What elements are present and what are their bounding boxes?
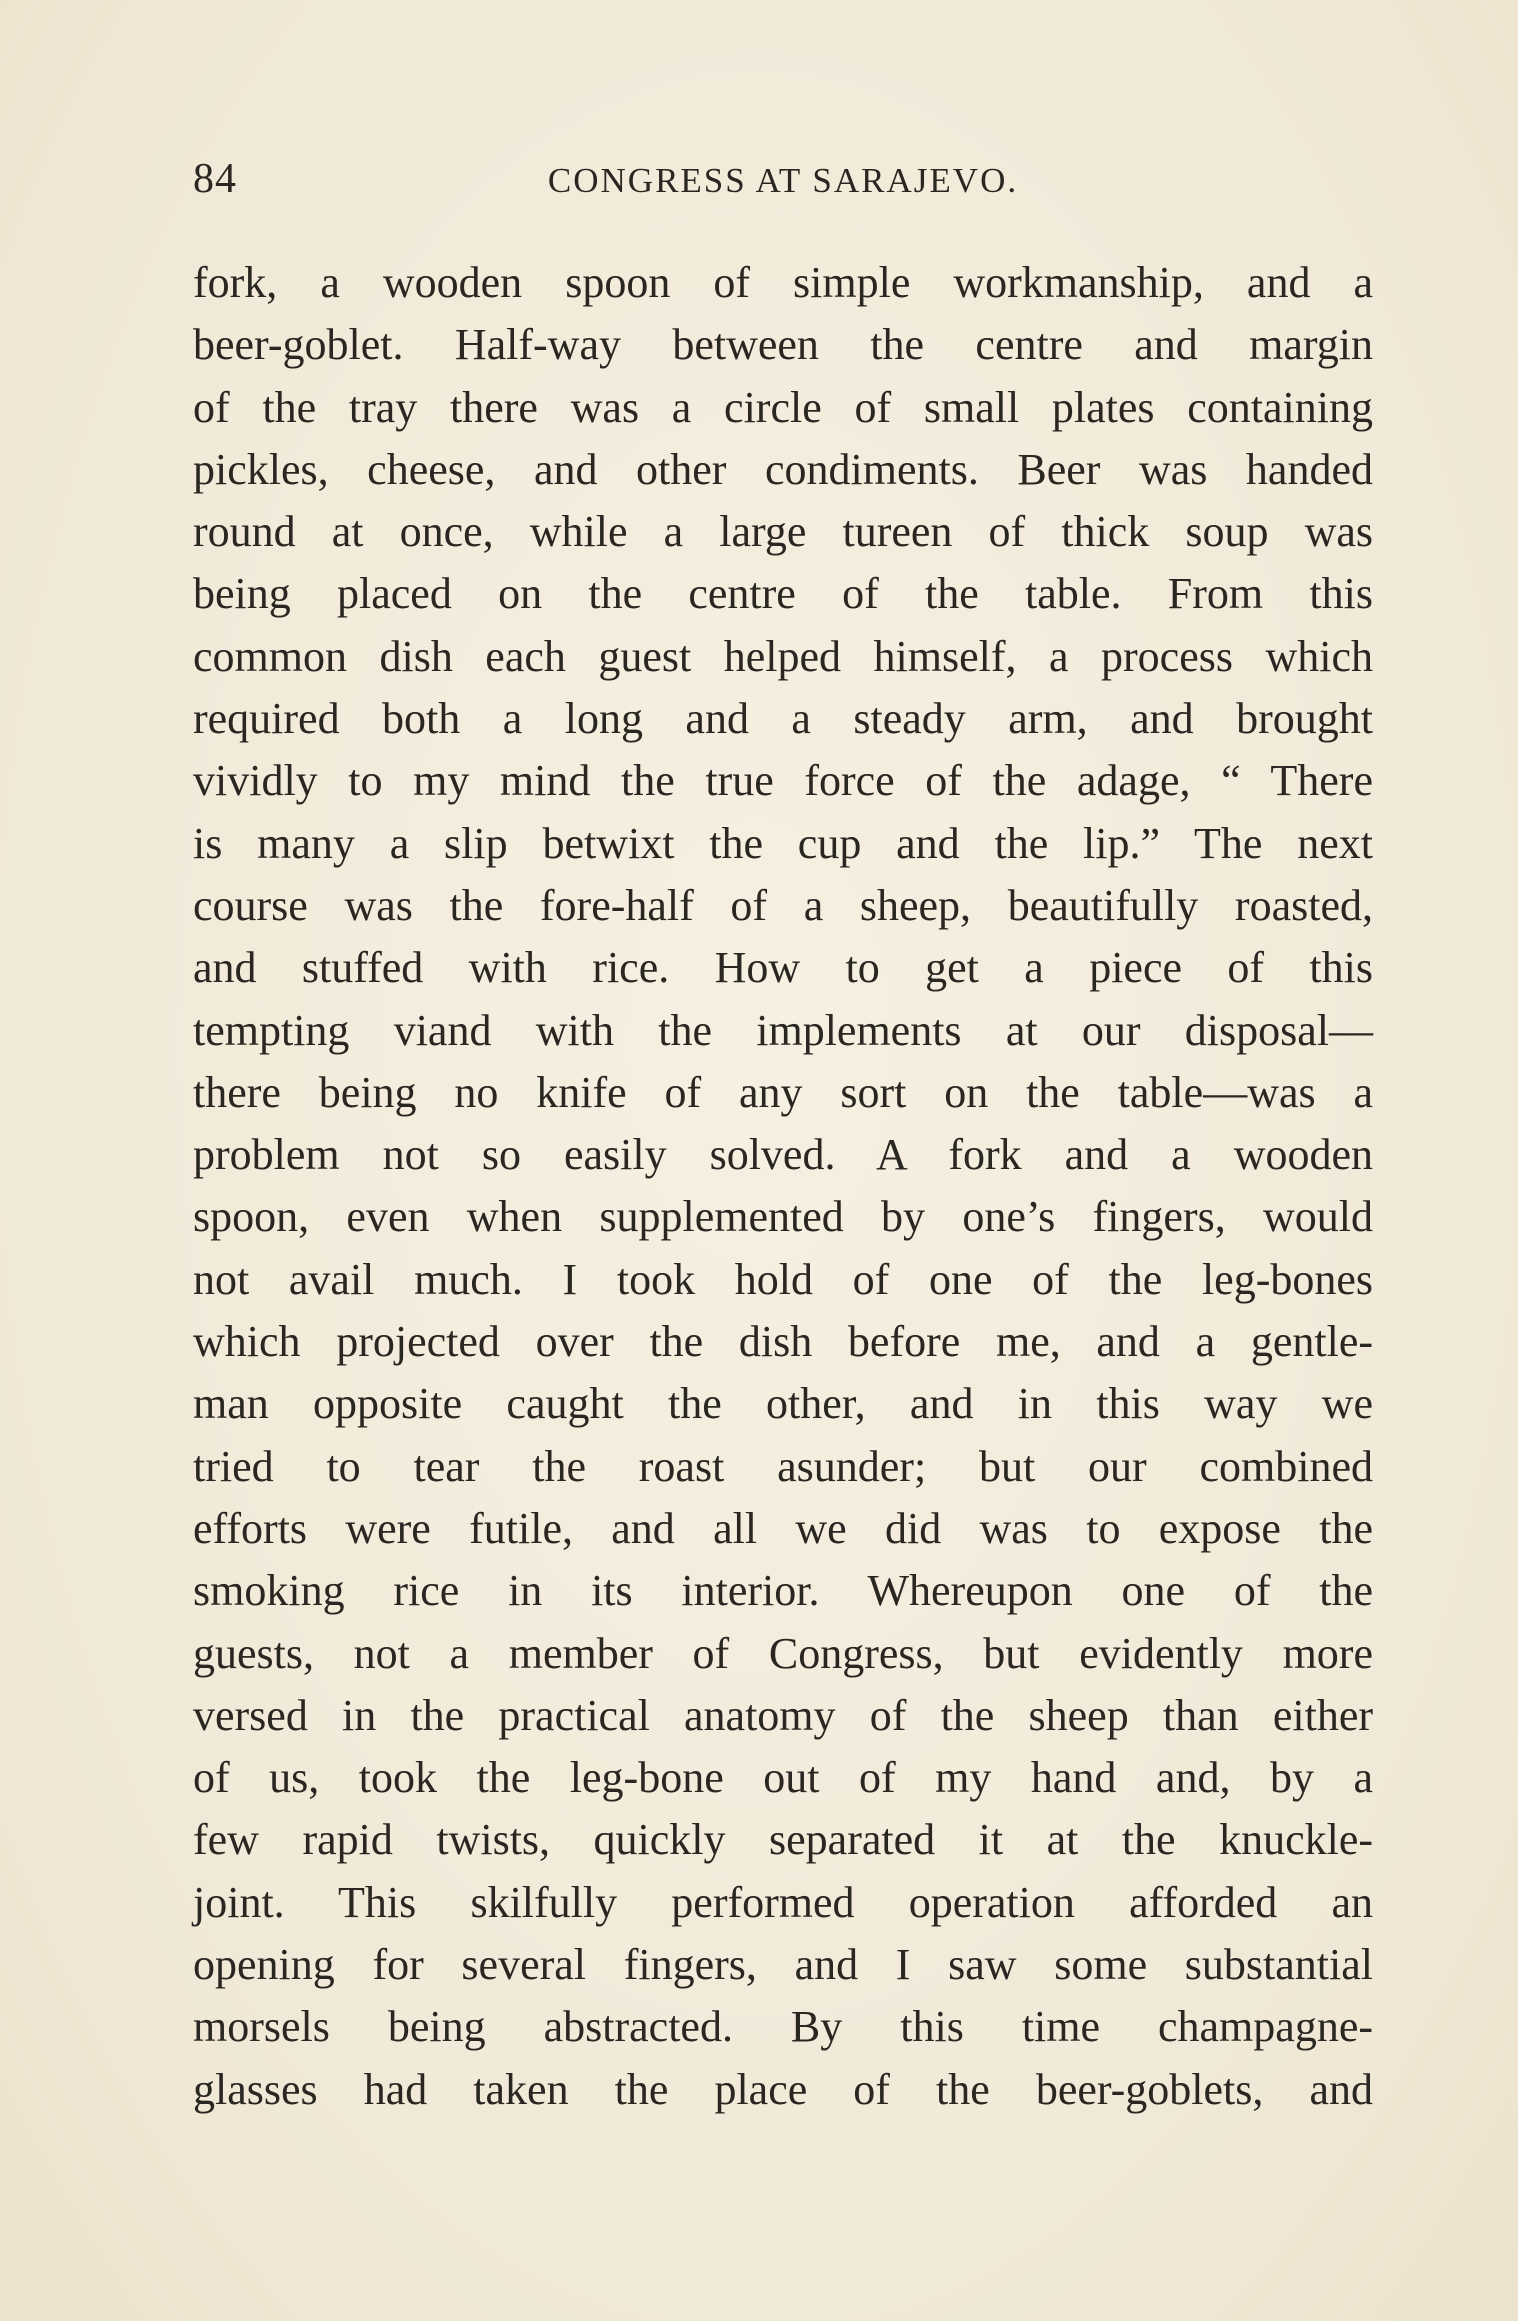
- page-number: 84: [193, 156, 237, 202]
- text-line: which projected over the dish before me, and a gentle-: [193, 1317, 1373, 1367]
- text-line: course was the fore-half of a sheep, beautifully roasted,: [193, 880, 1373, 930]
- text-line: is many a slip betwixt the cup and the lip.” The next: [193, 818, 1373, 868]
- text-line: common dish each guest helped himself, a process which: [193, 631, 1373, 681]
- page-header: [193, 155, 1373, 215]
- text-line: efforts were futile, and all we did was to expose the: [193, 1503, 1373, 1553]
- text-line: smoking rice in its interior. Whereupon one of the: [193, 1566, 1373, 1616]
- text-line: of us, took the leg-bone out of my hand and, by a: [193, 1753, 1373, 1803]
- text-line: tempting viand with the implements at our disposal—: [193, 1005, 1373, 1055]
- text-line: opening for several fingers, and I saw some substantial: [193, 1940, 1373, 1990]
- text-line: few rapid twists, quickly separated it at the knuckle-: [193, 1815, 1373, 1865]
- text-line: and stuffed with rice. How to get a piece of this: [193, 943, 1373, 993]
- text-line: versed in the practical anatomy of the sheep than either: [193, 1690, 1373, 1740]
- text-line: man opposite caught the other, and in this way we: [193, 1379, 1373, 1429]
- text-line: being placed on the centre of the table. From this: [193, 569, 1373, 619]
- running-head: CONGRESS AT SARAJEVO.: [547, 161, 1019, 200]
- text-line: round at once, while a large tureen of thick soup was: [193, 507, 1373, 557]
- text-line: morsels being abstracted. By this time champagne-: [193, 2002, 1373, 2052]
- text-line: fork, a wooden spoon of simple workmanship, and a: [193, 258, 1373, 307]
- body-text: [193, 252, 1373, 2121]
- text-line: there being no knife of any sort on the table—was a: [193, 1067, 1373, 1117]
- text-line: joint. This skilfully performed operation afforded an: [193, 1877, 1373, 1927]
- text-line: required both a long and a steady arm, and brought: [193, 694, 1373, 744]
- text-line: of the tray there was a circle of small plates containing: [193, 382, 1373, 432]
- text-line: problem not so easily solved. A fork and a wooden: [193, 1130, 1373, 1180]
- text-line: pickles, cheese, and other condiments. Beer was handed: [193, 444, 1373, 494]
- text-line: guests, not a member of Congress, but evidently more: [193, 1628, 1373, 1678]
- text-line: not avail much. I took hold of one of the leg-bones: [193, 1254, 1373, 1304]
- text-line: glasses had taken the place of the beer-goblets, and: [193, 2064, 1373, 2114]
- text-line: spoon, even when supplemented by one’s fingers, would: [193, 1192, 1373, 1242]
- text-line: tried to tear the roast asunder; but our combined: [193, 1441, 1373, 1491]
- text-line: vividly to my mind the true force of the adage, “ There: [193, 756, 1373, 806]
- text-line: beer-goblet. Half-way between the centre and margin: [193, 320, 1373, 370]
